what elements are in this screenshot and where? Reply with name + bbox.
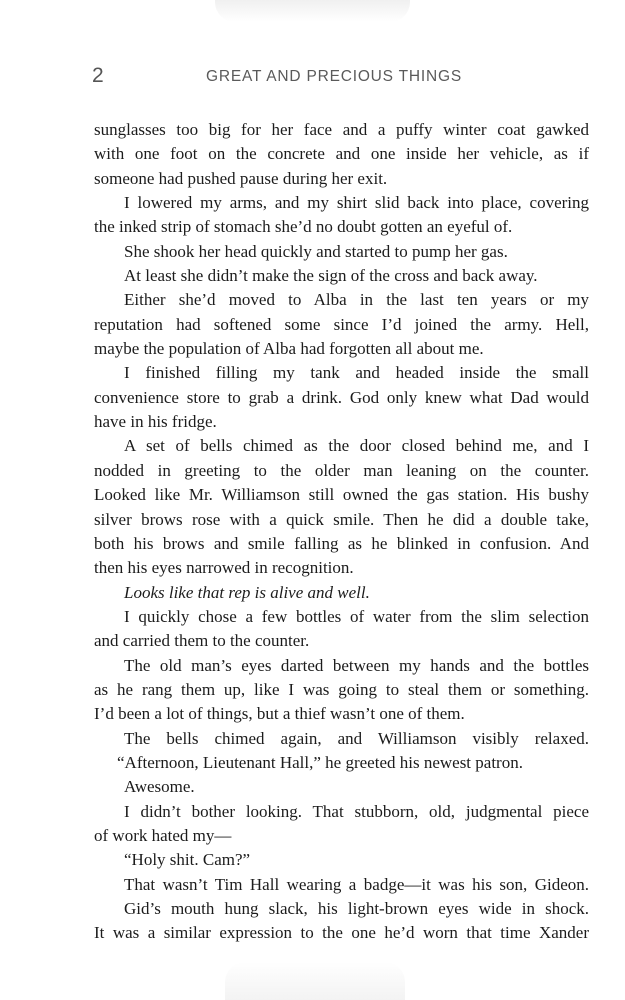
text-line: then his eyes narrowed in recognition. (94, 558, 354, 578)
text-line: The old man’s eyes darted between my hands and the bottles (124, 655, 589, 675)
text-line: I finished filling my tank and headed inside the small (124, 363, 589, 383)
text-line: Awesome. (124, 777, 195, 797)
text-line: with one foot on the concrete and one inside her vehicle, as if (94, 144, 589, 164)
text-line: both his brows and smile falling as he blinked in confusion. And (94, 533, 589, 553)
text-line: reputation had softened some since I’d joined the army. Hell, (94, 314, 589, 334)
text-line: I’d been a lot of things, but a thief wasn’t one of them. (94, 704, 465, 724)
text-line: Either she’d moved to Alba in the last ten years or my (124, 290, 589, 310)
text-line: “Afternoon, Lieutenant Hall,” he greeted his newest patron. (117, 752, 523, 772)
text-line: It was a similar expression to the one he’d worn that time Xander (94, 923, 589, 943)
text-line: have in his fridge. (94, 412, 217, 432)
text-line: someone had pushed pause during her exit. (94, 168, 388, 188)
page-shadow-top (215, 0, 410, 22)
text-line-italic: Looks like that rep is alive and well. (124, 582, 370, 602)
text-line: silver brows rose with a quick smile. Then he did a double take, (94, 509, 589, 529)
text-line: “Holy shit. Cam?” (124, 850, 251, 870)
text-line: convenience store to grab a drink. God only knew what Dad would (94, 387, 589, 407)
text-line: That wasn’t Tim Hall wearing a badge—it was his son, Gideon. (124, 874, 589, 894)
text-line: Gid’s mouth hung slack, his light-brown eyes wide in shock. (124, 899, 589, 918)
text-line: maybe the population of Alba had forgotten all about me. (94, 339, 484, 359)
text-line: A set of bells chimed as the door closed behind me, and I (124, 436, 589, 456)
text-line: I quickly chose a few bottles of water from the slim selection (124, 606, 589, 626)
text-line: and carried them to the counter. (94, 631, 310, 651)
page-header (0, 60, 625, 90)
text-line: The bells chimed again, and Williamson visibly relaxed. (124, 728, 589, 748)
text-line: the inked strip of stomach she’d no doubt gotten an eyeful of. (94, 217, 513, 237)
text-line: At least she didn’t make the sign of the cross and back away. (124, 266, 538, 286)
text-line: of work hated my— (94, 825, 232, 845)
text-line: I didn’t bother looking. That stubborn, old, judgmental piece (124, 801, 589, 821)
text-line: sunglasses too big for her face and a puffy winter coat gawked (94, 120, 589, 139)
page-number: 2 (92, 64, 104, 87)
text-line: Looked like Mr. Williamson still owned the gas station. His bushy (94, 485, 589, 505)
text-line: nodded in greeting to the older man leaning on the counter. (94, 460, 589, 480)
page-shadow-bottom (225, 962, 405, 1000)
text-line: I lowered my arms, and my shirt slid back into place, covering (124, 193, 589, 213)
body-text (94, 118, 589, 946)
running-head-title: GREAT AND PRECIOUS THINGS (206, 68, 462, 85)
text-line: as he rang them up, like I was going to steal them or something. (94, 679, 589, 699)
text-line: She shook her head quickly and started to pump her gas. (124, 241, 508, 261)
